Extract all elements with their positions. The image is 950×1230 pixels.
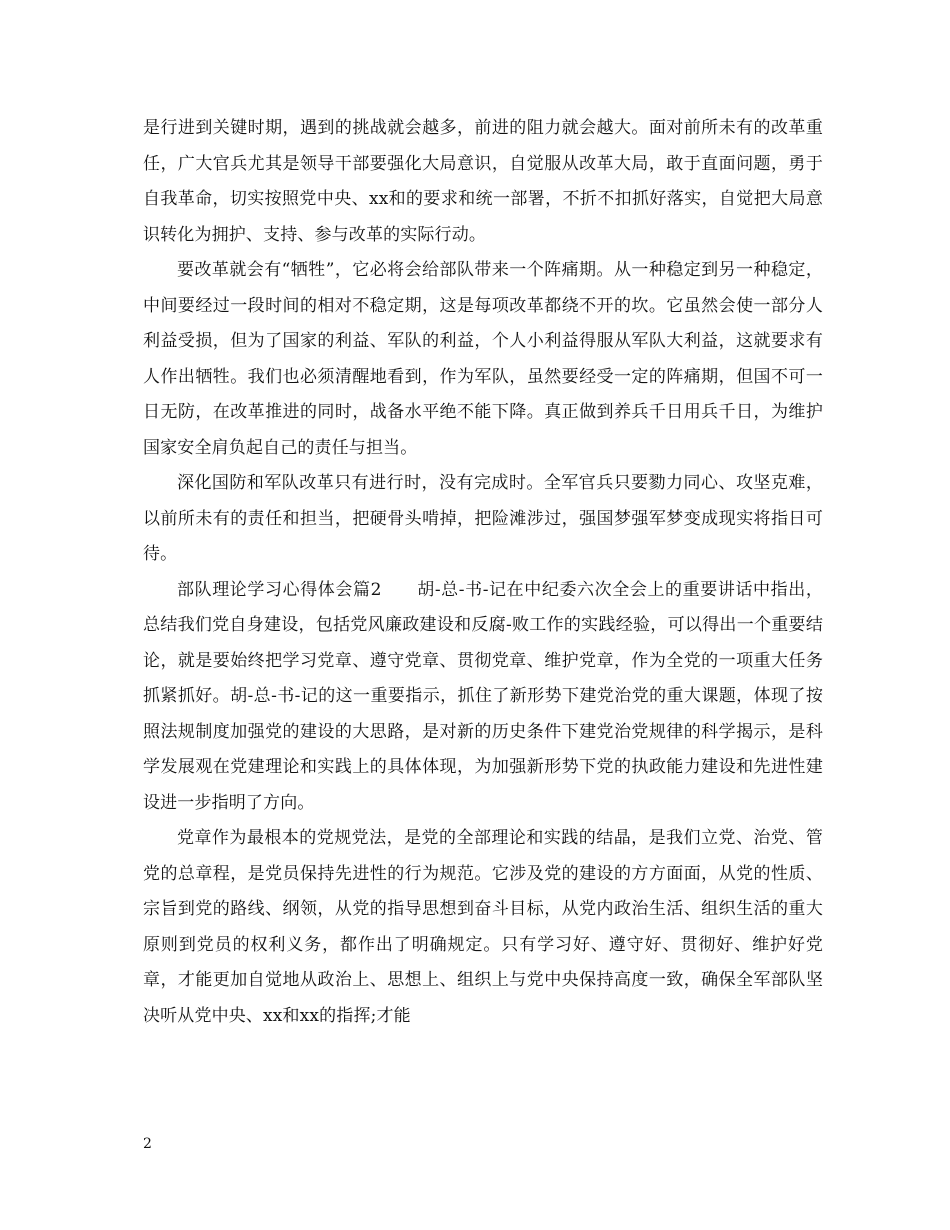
paragraph: 部队理论学习心得体会篇2 胡-总-书-记在中纪委六次全会上的重要讲话中指出，总结我们党自身建设，包括党风廉政建设和反腐-败工作的实践经验，可以得出一个重要结论，就是要始终把学习党章、遵守党章、贯彻党章、维护党章，作为全党的一项重大任务抓紧抓好。胡-总-书-记的这一重要指示，抓住了新形势下建党治党的重大课题，体现了按照法规制度加强党的建设的大思路，是对新的历史条件下建党治党规律的科学揭示，是科学发展观在党建理论和实践上的具体体现，为加强新形势下党的执政能力建设和先进性建设进一步指明了方向。 — [143, 579, 823, 813]
paragraph: 党章作为最根本的党规党法，是党的全部理论和实践的结晶，是我们立党、治党、管党的总章程，是党员保持先进性的行为规范。它涉及党的建设的方方面面，从党的性质、宗旨到党的路线、纲领，从党的指导思想到奋斗目标，从党内政治生活、组织生活的重大原则到党员的权利义务，都作出了明确规定。只有学习好、遵守好、贯彻好、维护好党章，才能更加自觉地从政治上、思想上、组织上与党中央保持高度一致，确保全军部队坚决听从党中央、xx和xx的指挥;才能 — [143, 828, 823, 1026]
paragraph: 深化国防和军队改革只有进行时，没有完成时。全军官兵只要勠力同心、攻坚克难，以前所未有的责任和担当，把硬骨头啃掉，把险滩涉过，强国梦强军梦变成现实将指日可待。 — [143, 473, 823, 564]
paragraph-continuation: 是行进到关键时期，遇到的挑战就会越多，前进的阻力就会越大。面对前所未有的改革重任，广大官兵尤其是领导干部要强化大局意识，自觉服从改革大局，敢于直面问题，勇于自我革命，切实按照党中央、xx和的要求和统一部署，不折不扣抓好落实，自觉把大局意识转化为拥护、支持、参与改革的实际行动。 — [143, 118, 823, 245]
page-number: 2 — [143, 1136, 152, 1152]
paragraph: 要改革就会有“牺牲”，它必将会给部队带来一个阵痛期。从一种稳定到另一种稳定，中间要经过一段时间的相对不稳定期，这是每项改革都绕不开的坎。它虽然会使一部分人利益受损，但为了国家的利益、军队的利益，个人小利益得服从军队大利益，这就要求有人作出牺牲。我们也必须清醒地看到，作为军队，虽然要经受一定的阵痛期，但国不可一日无防，在改革推进的同时，战备水平绝不能下降。真正做到养兵千日用兵千日，为维护国家安全肩负起自己的责任与担当。 — [143, 260, 823, 458]
document-body — [143, 111, 823, 1034]
